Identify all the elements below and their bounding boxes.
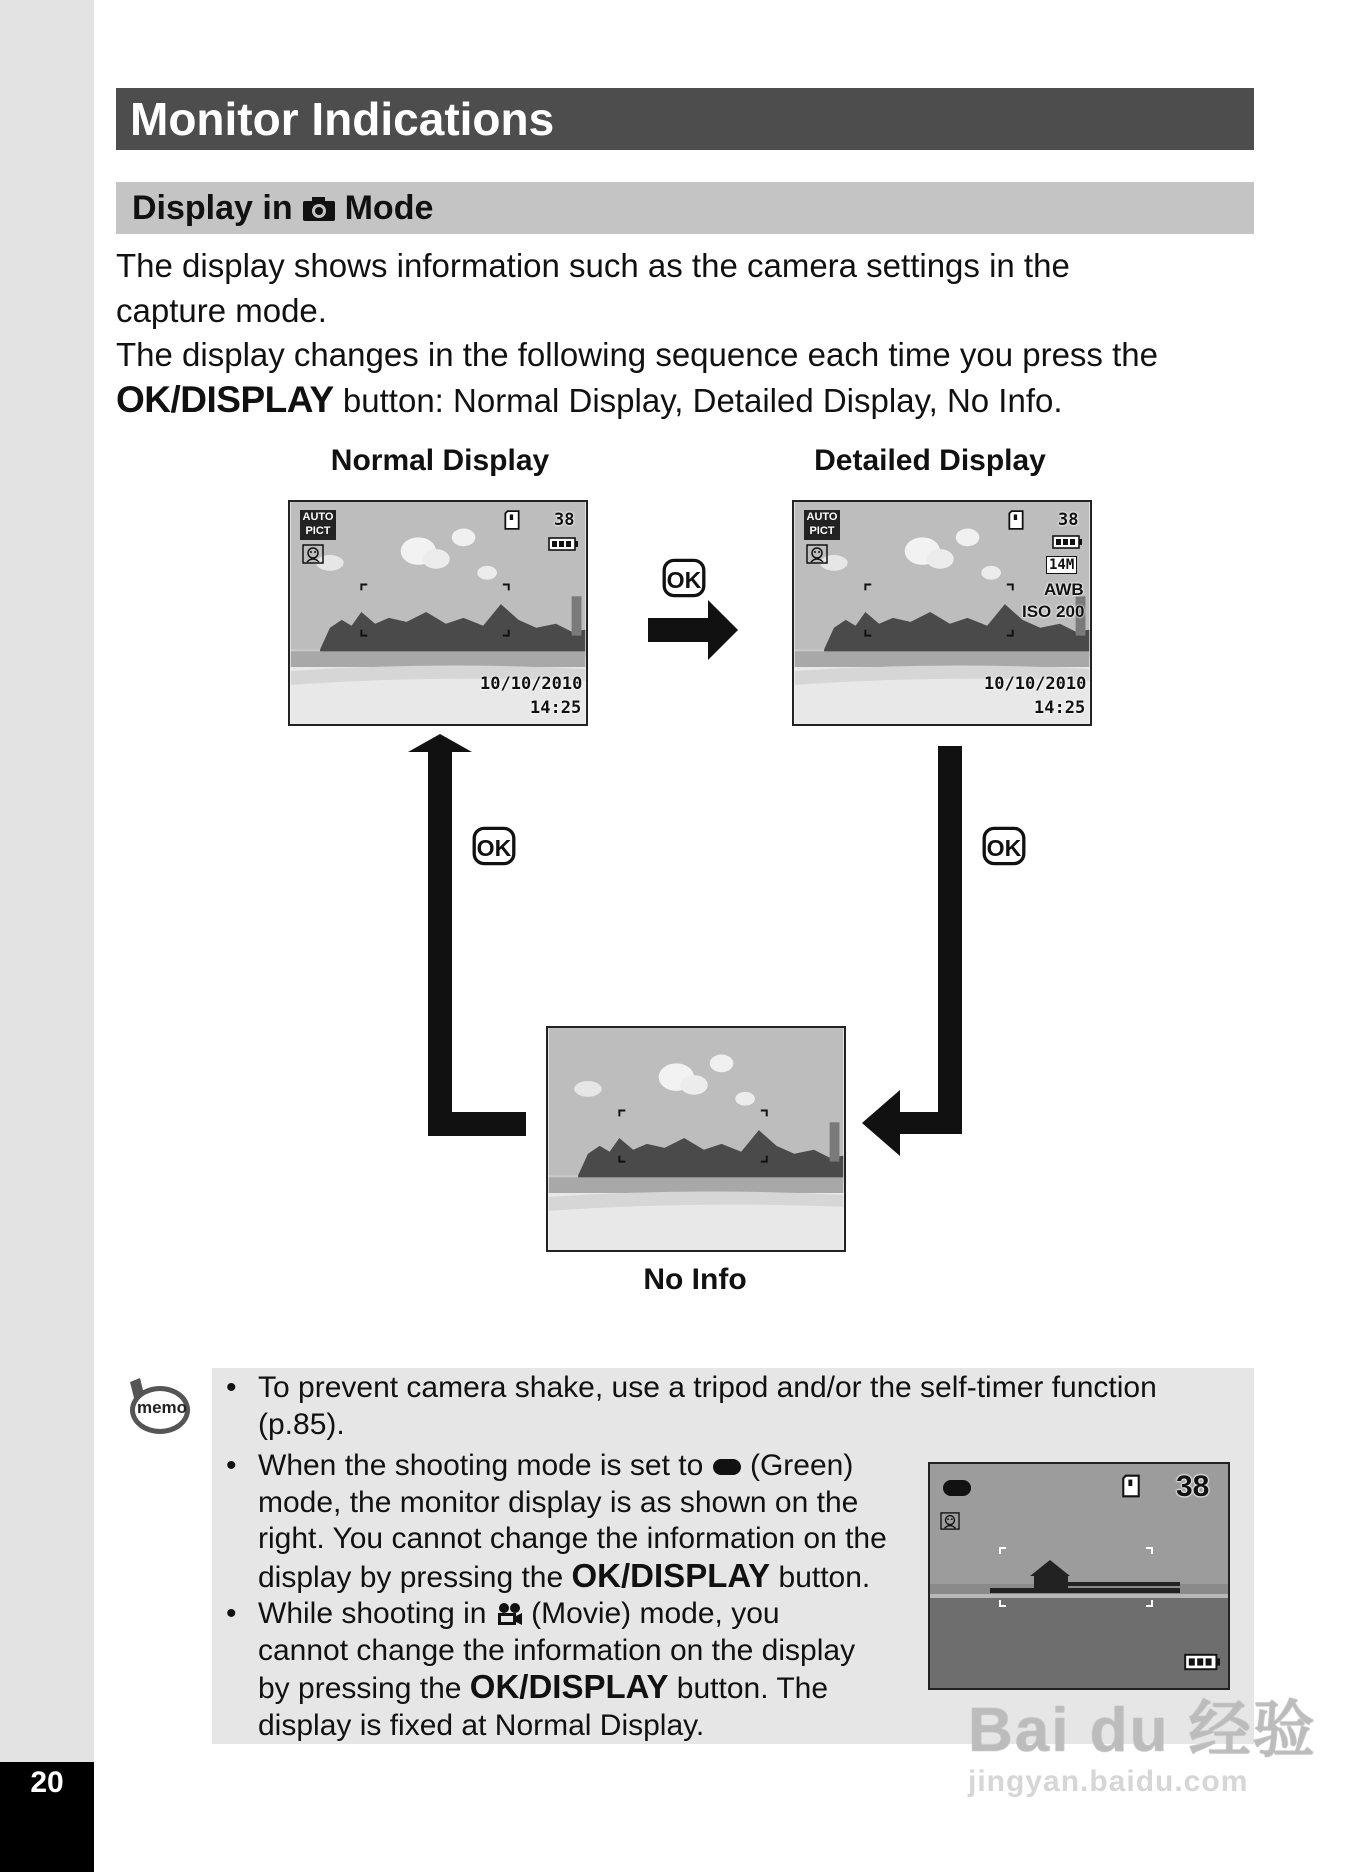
intro-line-1: The display shows information such as the camera settings in the xyxy=(116,247,1070,284)
mode-line-2: PICT xyxy=(305,525,331,537)
shots-remaining: 38 xyxy=(1176,1470,1210,1503)
white-balance: AWB xyxy=(1044,580,1084,599)
caption-no-info: No Info xyxy=(643,1263,747,1296)
ok-display-label: OK/DISPLAY xyxy=(469,1668,669,1705)
shots-remaining: 38 xyxy=(554,510,575,530)
bullet-2-line-4 xyxy=(258,1558,887,1597)
page-title: Monitor Indications xyxy=(116,88,1254,150)
mode-line-2: PICT xyxy=(809,525,835,537)
text-part: When the shooting mode is set to xyxy=(258,1449,704,1482)
text-part: button. The xyxy=(668,1672,829,1705)
caption-detailed-display: Detailed Display xyxy=(814,444,1046,477)
memo-label: memo xyxy=(136,1398,188,1417)
memory-card-icon xyxy=(1122,1474,1140,1498)
iso-label: ISO xyxy=(1022,602,1052,621)
intro-line-4-rest: button: Normal Display, Detailed Display, No Info. xyxy=(333,381,1063,419)
movie-mode-icon xyxy=(495,1602,523,1626)
time-stamp: 14:25 xyxy=(530,698,582,718)
iso-value: 200 xyxy=(1056,602,1085,621)
image-size: 14M xyxy=(1046,556,1077,574)
battery-icon xyxy=(1184,1652,1220,1672)
bullet-3-line-2: cannot change the information on the display xyxy=(258,1633,856,1667)
ok-display-label: OK/DISPLAY xyxy=(571,1556,771,1594)
watermark-main: Bai du 经验 xyxy=(968,1696,1317,1765)
memo-badge xyxy=(122,1376,192,1440)
caption-normal-display: Normal Display xyxy=(330,444,550,477)
bullet-3-line-1 xyxy=(258,1596,855,1633)
bullet-dot: • xyxy=(226,1597,237,1630)
bullet-1-line-2: (p.85). xyxy=(258,1407,345,1441)
text-part: While shooting in xyxy=(258,1597,487,1630)
arrow-up xyxy=(408,734,526,1136)
bullet-1-line-1: To prevent camera shake, use a tripod and/or the self-timer function xyxy=(258,1371,1157,1404)
mode-line-1: AUTO xyxy=(302,511,334,523)
text-part: display by pressing the xyxy=(258,1560,564,1594)
arrow-down-left xyxy=(862,746,962,1156)
bullet-2-line-3: right. You cannot change the information on the xyxy=(258,1522,887,1555)
mode-line-1: AUTO xyxy=(806,511,838,523)
section-heading-before: Display in xyxy=(132,189,293,227)
green-mode-icon xyxy=(942,1478,972,1498)
page-number: 20 xyxy=(30,1766,64,1799)
text-part: by pressing the xyxy=(258,1672,462,1705)
green-mode-icon xyxy=(712,1457,742,1477)
bullet-dot: • xyxy=(226,1449,237,1482)
intro-line-3: The display changes in the following sequence each time you press the xyxy=(116,336,1158,373)
shots-remaining: 38 xyxy=(1058,510,1079,530)
bullet-text xyxy=(258,1448,887,1596)
text-part: button. xyxy=(770,1560,871,1594)
intro-line-2: capture mode. xyxy=(116,291,327,329)
date-stamp: 10/10/2010 xyxy=(984,674,1087,694)
bullet-3-line-4: display is fixed at Normal Display. xyxy=(258,1708,705,1742)
arrow-right xyxy=(648,600,738,660)
date-stamp: 10/10/2010 xyxy=(480,674,583,694)
time-stamp: 14:25 xyxy=(1034,698,1086,718)
watermark-sub: jingyan.baidu.com xyxy=(968,1765,1249,1798)
bullet-3-line-3 xyxy=(258,1669,855,1708)
ok-button-icon xyxy=(472,826,516,866)
bullet-text xyxy=(258,1596,855,1744)
face-detect-icon xyxy=(940,1512,960,1530)
text-part: (Movie) mode, you xyxy=(531,1597,780,1630)
ok-button-icon xyxy=(982,826,1026,866)
section-heading-after: Mode xyxy=(344,189,434,227)
bullet-2-line-1 xyxy=(258,1448,887,1485)
ok-button-icon xyxy=(662,558,706,598)
ok-display-label: OK/DISPLAY xyxy=(116,378,334,420)
bullet-dot: • xyxy=(226,1371,237,1404)
baidu-watermark xyxy=(968,1680,1317,1799)
bullet-2-line-2: mode, the monitor display is as shown on the xyxy=(258,1485,859,1519)
bullet-text xyxy=(258,1370,1157,1443)
screen-green-mode xyxy=(928,1462,1230,1690)
text-part: (Green) xyxy=(749,1449,854,1482)
